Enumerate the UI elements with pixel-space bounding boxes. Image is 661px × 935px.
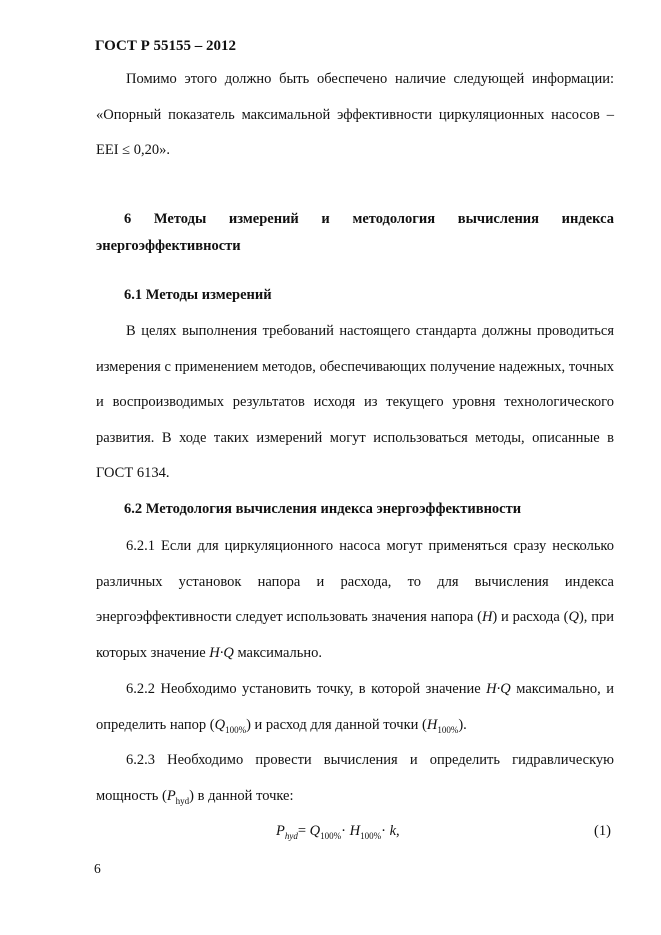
text-run: 6.2.1 Если для циркуляционного насоса могут применяться сразу несколько различных установок напора и расхода, то для вычисления индекса энергоэффективности следует использовать значения напора ( (96, 538, 614, 626)
paragraph-6-2-1 (96, 529, 614, 671)
equals-sign: = (297, 823, 310, 839)
text-run: ). (458, 716, 467, 733)
paragraph-6-2-2 (96, 672, 614, 748)
text-run: 6.2.3 Необходимо провести вычисления и определить гидравлическую мощность ( (96, 752, 614, 804)
paragraph-6-1-block (96, 314, 614, 492)
paragraph-6-2-3 (96, 743, 614, 819)
text-run: ) в данной точке: (189, 787, 294, 804)
var-q: Q (309, 823, 321, 839)
subsection-6-1-heading: 6.1 Методы измерений (124, 287, 272, 303)
text-run: максимально. (233, 644, 322, 661)
subscript: 100% (320, 830, 342, 841)
paragraph-6-2-1-block (96, 529, 614, 671)
formula-1 (276, 823, 400, 841)
comma: , (396, 823, 400, 839)
var-h: H (349, 823, 361, 839)
var-q: Q (214, 716, 226, 733)
var-h: H (481, 609, 493, 626)
multiply-dot: · (341, 823, 350, 839)
subscript: 100% (360, 830, 382, 841)
var-k: k (389, 823, 397, 839)
standard-header: ГОСТ Р 55155 – 2012 (95, 38, 237, 54)
formula-number: (1) (594, 823, 611, 839)
subscript: 100% (437, 724, 459, 735)
paragraph-6-2-2-block (96, 672, 614, 748)
paragraph-6-1: В целях выполнения требований настоящего стандарта должны проводиться измерения с применением методов, обеспечивающих получение надежных, точных и воспроизводимых результатов исходя из текущего уровня технологического развития. В ходе таких измерений могут использоваться методы, описанные в ГОСТ 6134. (96, 323, 614, 482)
intro-paragraph-block (96, 62, 614, 169)
multiply-dot: · (381, 823, 390, 839)
section-6-heading: 6 Методы измерений и методология вычисления индекса энергоэффективности (96, 211, 614, 254)
var-q: Q (568, 609, 579, 626)
subscript: hyd (284, 830, 298, 841)
text-run: ), при которых значение (96, 609, 614, 661)
var-p: P (166, 787, 176, 804)
text-run: 6.2.2 Необходимо установить точку, в которой значение (126, 681, 487, 697)
var-h: H (426, 716, 438, 733)
subscript: 100% (225, 724, 247, 735)
intro-paragraph: Помимо этого должно быть обеспечено наличие следующей информации: «Опорный показатель максимальной эффективности циркуляционных насосов – EEI ≤ 0,20». (96, 71, 614, 159)
subsection-6-2-heading: 6.2 Методология вычисления индекса энергоэффективности (124, 501, 522, 517)
page-number: 6 (94, 861, 101, 876)
text-run: ) и расход для данной точки ( (246, 716, 427, 733)
text-run: ) и расхода ( (492, 609, 569, 626)
text-run: максимально, и определить напор ( (96, 681, 615, 733)
var-p: P (276, 823, 285, 839)
subscript: hyd (175, 795, 190, 806)
var-hq: H·Q (209, 644, 234, 661)
var-hq: H·Q (486, 681, 511, 697)
paragraph-6-2-3-block (96, 743, 614, 819)
